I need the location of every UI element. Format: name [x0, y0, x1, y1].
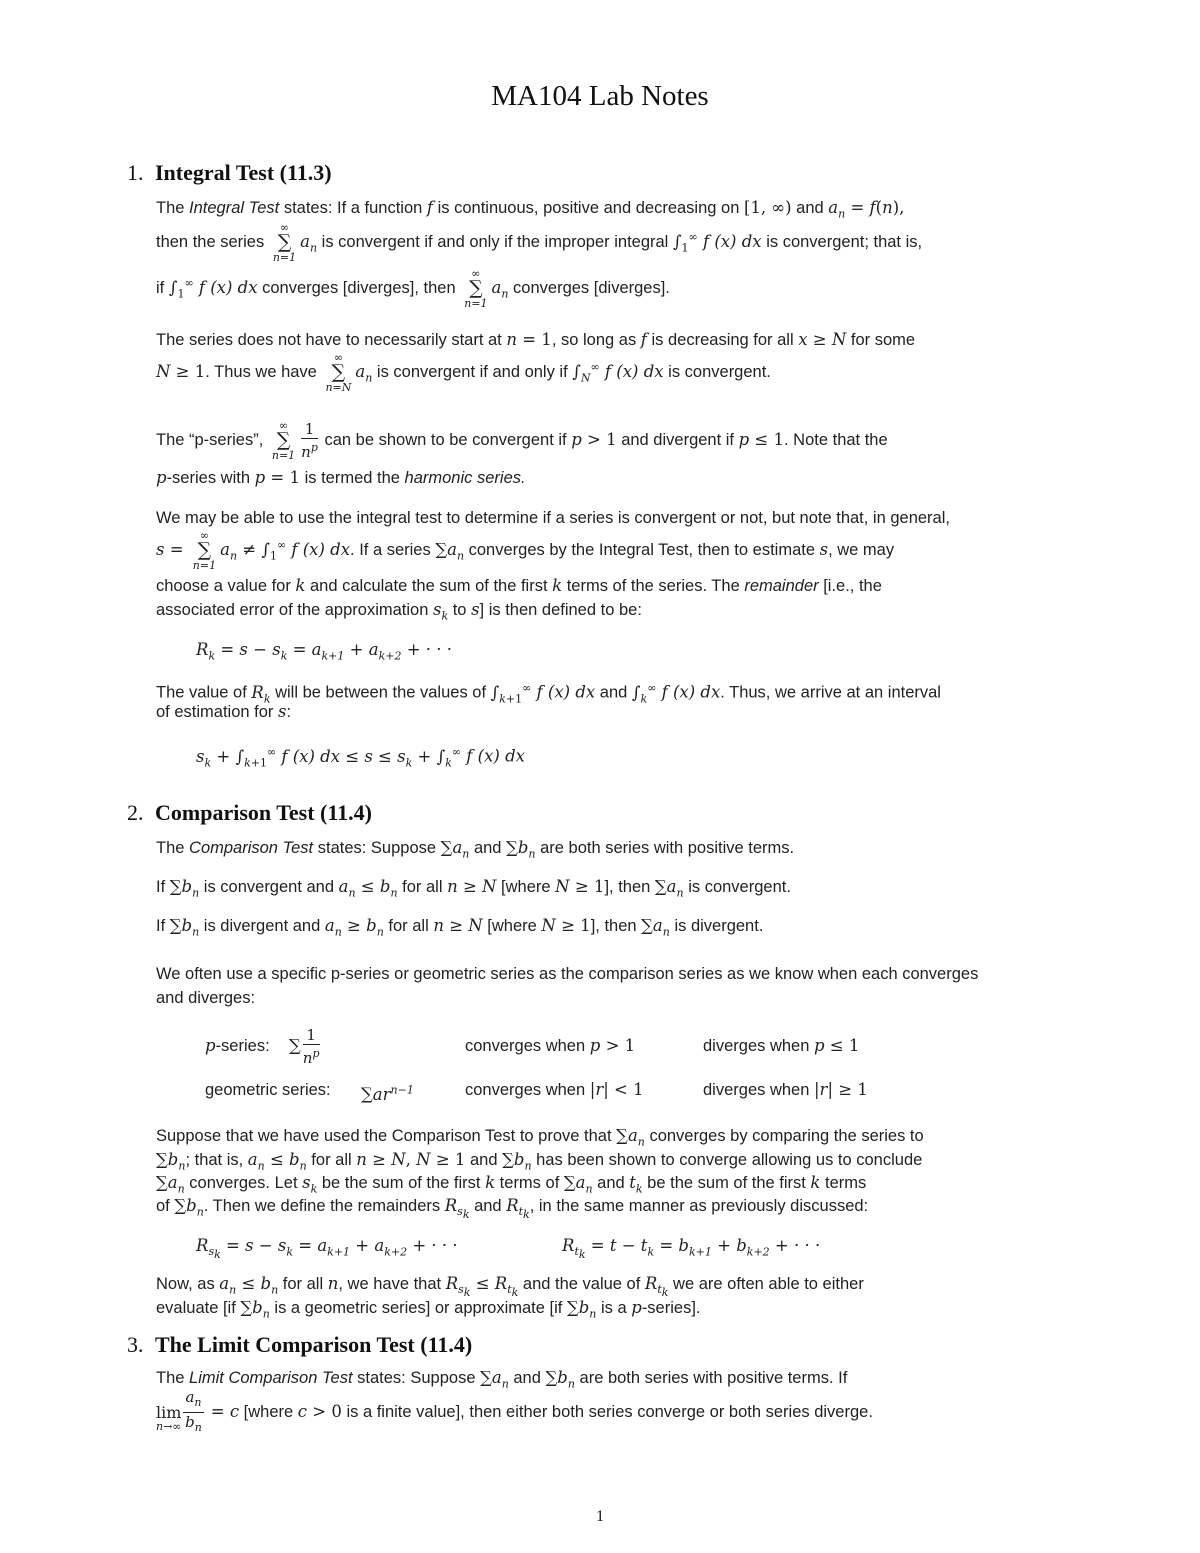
paragraph: If $\sum b_n$ is divergent and $a_n \ge b_n$ for all n ≥ N [where N ≥ 1], then $\sum a_n$ is divergent.	[156, 916, 764, 939]
section-heading-comparison-test: 2. Comparison Test (11.4)	[127, 800, 372, 825]
paragraph: and diverges:	[156, 989, 256, 1007]
paragraph: then the series ∞ ∑ n=1 $a_n$ is convergent if and only if the improper integral $\int_1^\infty$ f (x) dx is convergent; that is,	[156, 221, 923, 264]
paragraph: We may be able to use the integral test to determine if a series is convergent or not, but note that, in general,	[156, 509, 950, 527]
paragraph: The series does not have to necessarily start at n = 1, so long as f is decreasing for all x ≥ N for some	[156, 330, 916, 349]
page-number: 1	[596, 1508, 604, 1525]
paragraph: The Integral Test states: If a function f is continuous, positive and decreasing on [1, ∞) and $a_n = f(n)$,	[156, 198, 905, 221]
paragraph: $\sum a_n$ converges. Let $s_k$ be the sum of the first k terms of $\sum a_n$ and $t_k$ be the sum of the first k terms	[156, 1173, 867, 1196]
paragraph: $\sum b_n$; that is, $a_n \le b_n$ for all n ≥ N, N ≥ 1 and $\sum b_n$ has been shown to converge allowing us to conclude	[156, 1150, 923, 1173]
equation: $R_k = s - s_k = a_{k+1} + a_{k+2}$ + · · ·	[196, 640, 452, 663]
equation: $R_{s_k} = s - s_k = a_{k+1} + a_{k+2}$ + · · · $R_{t_k} = t - t_k = b_{k+1} + b_{k+2}$ + · · ·	[196, 1236, 821, 1262]
paragraph: lim n→∞ $\frac{a_n}{b_n}$ = c [where c > 0 is a finite value], then either both series converge or both series diverge.	[156, 1388, 873, 1434]
paragraph: The Comparison Test states: Suppose $\sum a_n$ and $\sum b_n$ are both series with positive terms.	[156, 838, 795, 861]
page-title: MA104 Lab Notes	[491, 80, 709, 112]
paragraph: associated error of the approximation $s_k$ to s] is then defined to be:	[156, 600, 642, 623]
paragraph: The “p-series”, ∞ ∑ n=1 $\frac{1}{n^p}$ can be shown to be convergent if p > 1 and divergent if p ≤ 1. Note that the	[156, 419, 888, 462]
section-heading-limit-comparison-test: 3. The Limit Comparison Test (11.4)	[127, 1332, 473, 1357]
paragraph: We often use a specific p-series or geometric series as the comparison series as we know when each converges	[156, 965, 979, 983]
section-heading-integral-test: 1. Integral Test (11.3)	[127, 160, 332, 185]
paragraph: If $\sum b_n$ is convergent and $a_n \le b_n$ for all n ≥ N [where N ≥ 1], then $\sum a_n$ is convergent.	[156, 877, 791, 900]
paragraph: if $\int_1^\infty$ f (x) dx converges [diverges], then ∞ ∑ n=1 $a_n$ converges [diverges].	[156, 267, 670, 310]
paragraph: s = ∞ ∑ n=1 $a_n \ne \int_1^\infty$ f (x) dx. If a series $\sum a_n$ converges by the Integral Test, then to estimate s, we may	[156, 529, 895, 572]
equation: $s_k + \int_{k+1}^\infty$ f (x) dx ≤ $s \le s_k + \int_k^\infty$ f (x) dx	[196, 745, 525, 769]
paragraph: of estimation for s:	[156, 702, 292, 721]
paragraph: p-series with p = 1 is termed the harmonic series.	[156, 468, 526, 487]
paragraph: The value of $R_k$ will be between the values of $\int_{k+1}^\infty$ f (x) dx and $\int_k^\infty$ f (x) dx. Thus, we arrive at an interval	[156, 681, 941, 705]
document-page: MA104 Lab Notes 1. Integral Test (11.3) The Integral Test states: If a function f is continuous, positive and decreasing on [1, ∞) and $a_n = f(n)$, then the series ∞ ∑ n=1 $a_n$ is convergent if and only if the improper integral $\int_1^\infty$ f (x) dx is convergent; that is, if $\int_1^\infty$ f (x) dx converges [diverges], then ∞ ∑ n=1 $a_n$ converges [diverges]. The series does not have to necessarily start at n = 1, so long as f is decreasing for all x ≥ N for some N ≥ 1. Thus we have ∞ ∑ n=N $a_n$ is convergent if and only if $\int_N^\infty$ f (x) dx is convergent. The “p-series”, ∞ ∑ n=1 $\frac{1}{n^p}$ can be shown to be convergent if p > 1 and divergent if p ≤ 1. Note that the p-series with p = 1 is termed the harmonic series. We may be able to use the integral test to determine if a series is convergent or not, but note that, in general, s = ∞ ∑ n=1 $a_n \ne \int_1^\infty$ f (x) dx. If a series $\sum a_n$ converges by the Integral Test, then to estimate s, we may choose a value for k and calculate the sum of the first k terms of the series. The remainder [i.e., the associated error of the approximation $s_k$ to s] is then defined to be: $R_k = s - s_k = a_{k+1} + a_{k+2}$ + · · · The value of $R_k$ will be between the values of $\int_{k+1}^\infty$ f (x) dx and $\int_k^\infty$ f (x) dx. Thus, we arrive at an interval of estimation for s: $s_k + \int_{k+1}^\infty$ f (x) dx ≤ $s \le s_k + \int_k^\infty$ f (x) dx 2. Comparison Test (11.4) The Comparison Test states: Suppose $\sum a_n$ and $\sum b_n$ are both series with positive terms. If $\sum b_n$ is convergent and $a_n \le b_n$ for all n ≥ N [where N ≥ 1], then $\sum a_n$ is convergent. If $\sum b_n$ is divergent and $a_n \ge b_n$ for all n ≥ N [where N ≥ 1], then $\sum a_n$ is divergent. We often use a specific p-series or geometric series as the comparison series as we know when each converges and diverges: p-series: ∑ $\frac{1}{n^p}$ converges when p > 1 diverges when p ≤ 1 geometric series: $\sum ar^{n-1}$ converges when |r| < 1 diverges when |r| ≥ 1 Suppose that we have used the Comparison Test to prove that $\sum a_n$ converges by comparing the series to $\sum b_n$; that is, $a_n \le b_n$ for all n ≥ N, N ≥ 1 and $\sum b_n$ has been shown to converge allowing us to conclude $\sum a_n$ converges. Let $s_k$ be the sum of the first k terms of $\sum a_n$ and $t_k$ be the sum of the first k terms of $\sum b_n$. Then we define the remainders $R_{s_k}$ and $R_{t_k}$, in the same manner as previously discussed: $R_{s_k} = s - s_k = a_{k+1} + a_{k+2}$ + · · · $R_{t_k} = t - t_k = b_{k+1} + b_{k+2}$ + · · · Now, as $a_n \le b_n$ for all n, we have that $R_{s_k} \le R_{t_k}$ and the value of $R_{t_k}$ we are often able to either evaluate [if $\sum b_n$ is a geometric series] or approximate [if $\sum b_n$ is a p-series]. 3. The Limit Comparison Test (11.4) The Limit Comparison Test states: Suppose $\sum a_n$ and $\sum b_n$ are both series with positive terms. If lim n→∞ $\frac{a_n}{b_n}$ = c [where c > 0 is a finite value], then either both series converge or both series diverge. 1	[0, 0, 1200, 1553]
paragraph: N ≥ 1. Thus we have ∞ ∑ n=N $a_n$ is convergent if and only if $\int_N^\infty$ f (x) dx is convergent.	[156, 351, 771, 394]
paragraph: Suppose that we have used the Comparison Test to prove that $\sum a_n$ converges by comparing the series to	[156, 1126, 924, 1149]
paragraph: choose a value for k and calculate the sum of the first k terms of the series. The remainder [i.e., the	[156, 576, 882, 595]
paragraph: evaluate [if $\sum b_n$ is a geometric series] or approximate [if $\sum b_n$ is a p-series].	[156, 1298, 701, 1321]
paragraph: Now, as $a_n \le b_n$ for all n, we have that $R_{s_k} \le R_{t_k}$ and the value of $R_{t_k}$ we are often able to either	[156, 1274, 864, 1300]
paragraph: The Limit Comparison Test states: Suppose $\sum a_n$ and $\sum b_n$ are both series with positive terms. If	[156, 1368, 848, 1391]
paragraph: of $\sum b_n$. Then we define the remainders $R_{s_k}$ and $R_{t_k}$, in the same manner as previously discussed:	[156, 1196, 869, 1222]
